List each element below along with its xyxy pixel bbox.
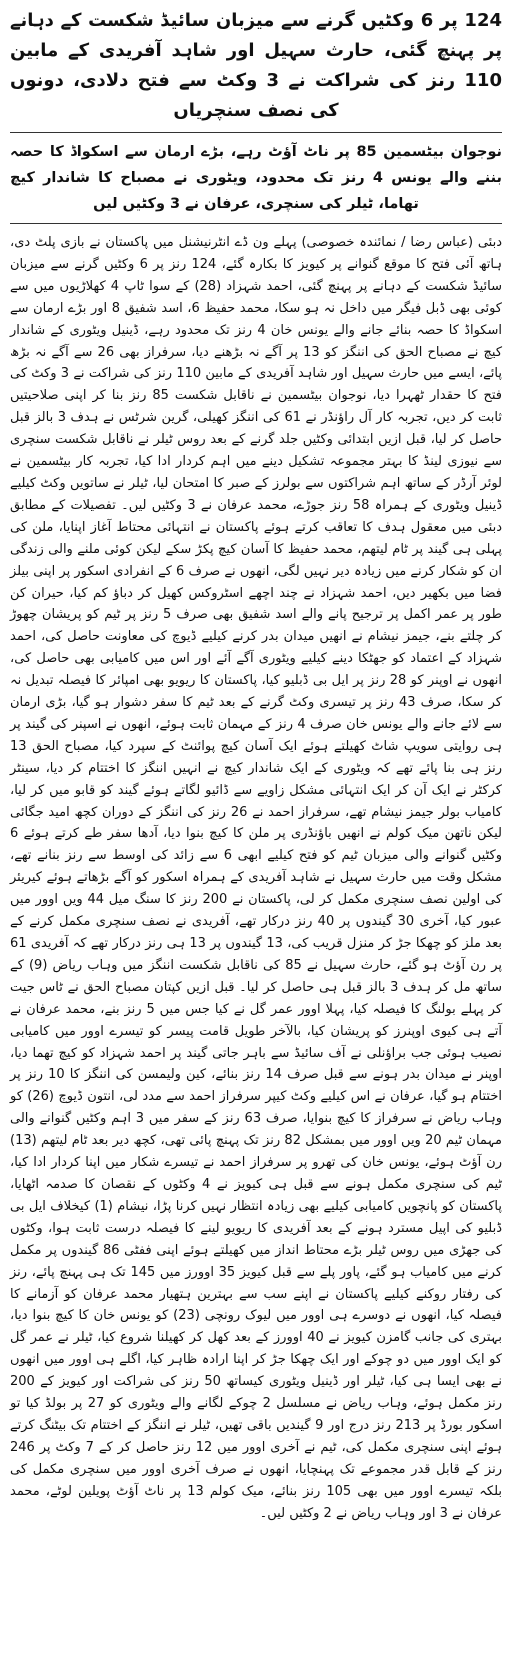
subheadline-divider	[10, 223, 502, 224]
article-subheadline: نوجوان بیٹسمین 85 پر ناٹ آؤٹ رہے، بڑے ارمان سے اسکواڈ کا حصہ بننے والے یونس 4 رنز تک محدود، ویٹوری نے مصباح کا شاندار کیچ تھاما، ٹیلر کی سنچری، عرفان نے 3 وکٹیں لیں	[10, 144, 502, 212]
newspaper-article	[10, 0, 502, 1524]
article-body: دبئی (عباس رضا / نمائندہ خصوصی) پہلے ون ڈے انٹرنیشنل میں پاکستان نے بازی پلٹ دی، ہاتھ آئی فتح کا موقع گنوانے پر کیویز کا بکارہ گئے، 124 رنز پر 6 وکٹیں گرنے سے میزبان سائیڈ شکست کے دہانے پر پہنچ گئی، احمد شہزاد (28) کے سوا ٹاپ 4 کھلاڑیوں میں سے کوئی بھی ڈبل فیگر میں داخل نہ ہو سکا، محمد حفیظ 6، اسد شفیق 8 اور بڑے ارمان سے اسکواڈ کا حصہ بنائے جانے والے یونس خان 4 رنز تک محدود رہے، ڈینیل ویٹوری کے شاندار کیچ نے مصباح الحق کی اننگز کو 13 پر آگے نہ بڑھنے دیا، سرفراز بھی 26 سے آگے نہ بڑھ پائے، ایسے میں حارث سہیل اور شاہد آفریدی کے مابین 110 رنز کی شراکت نے 3 وکٹ کی فتح کا حقدار ٹھہرا دیا، نوجوان بیٹسمین نے ناقابل شکست 85 رنز بنا کر اپنی صلاحیتیں ثابت کر دیں، تجربہ کار آل راؤنڈر نے 61 کی اننگز کھیلی، گرین شرٹس نے ہدف 3 بالز قبل حاصل کر لیا، قبل ازیں ابتدائی وکٹیں جلد گرنے کے بعد روس ٹیلر نے ناقابل شکست سنچری سے نیوزی لینڈ کا بہتر مجموعہ تشکیل دینے میں اہم کردار ادا کیا، تجربہ کار بیٹسمین نے لوئر آرڈر کے ساتھ اہم شراکتوں سے بولرز کے صبر کا امتحان لیا، ٹیلر نے ساتویں وکٹ کیلیے ڈینیل ویٹوری کے ہمراہ 58 رنز جوڑے، محمد عرفان نے 3 وکٹیں لیں۔ تفصیلات کے مطابق دبئی میں معقول ہدف کا تعاقب کرتے ہوئے پاکستان نے انتہائی محتاط آغاز اپنایا، ملن کی پہلی ہی گیند پر ٹام لیتھم، محمد حفیظ کا آسان کیچ پکڑ سکے لیکن کوئی ملنے والی زندگی ان کو شکار کرنے میں زیادہ دیر نہیں لگی، انھوں نے صرف 6 کے انفرادی اسکور پر اپنی بیلز فضا میں بکھیر دیں، احمد شہزاد نے چند اچھے اسٹروکس کھیل کر دباؤ کم کیا، حیران کن طور پر عمر اکمل پر ترجیح پانے والے اسد شفیق بھی صرف 5 رنز پر ٹیم کو پریشان چھوڑ کر چلتے بنے، جیمز نیشام نے انھیں میدان بدر کرنے کیلیے ڈیوچ کی معاونت حاصل کی، احمد شہزاد کے اعتماد کو جھٹکا دینے کیلیے ویٹوری آگے آئے اور اس میں کامیابی بھی حاصل کی، انھوں نے اوپنر کو 28 رنز پر ایل بی ڈبلیو کیا، پاکستان کا ریویو بھی امپائر کا فیصلہ تبدیل نہ کر سکا، صرف 43 رنز پر تیسری وکٹ گرنے کے بعد ٹیم کا سفر دشوار ہو گیا، بڑی ارمان سے لائے جانے والے یونس خان صرف 4 رنز کے مہمان ثابت ہوئے، انھوں نے اسپنر کی گیند پر ہی روایتی سویپ شاٹ کھیلتے ہوئے ایک آسان کیچ پوائنٹ کے سپرد کیا، مصباح الحق 13 رنز ہی بنا پائے تھے کہ ویٹوری کے ایک شاندار کیچ نے انہیں اننگز کا اختتام کر دیا، سینٹر کرکٹر نے ایک آن کر ایک انتہائی مشکل زاویے سے ڈائیو لگاتے ہوئے گیند کو قابو میں کر لیا، کامیاب بولر جیمز نیشام تھے، سرفراز احمد نے 26 رنز کی اننگز کے دوران کچھ امید جگائی لیکن ناتھن میک کولم نے انھیں باؤنڈری پر ملن کا کیچ بنوا دیا، آدھا سفر طے کرتے ہوئے 6 وکٹیں گنوانے والی میزبان ٹیم کو فتح کیلیے ابھی 6 سے زائد کی اوسط سے رنز بنانے تھے، مشکل وقت میں حارث سہیل نے شاہد آفریدی کے ہمراہ اسکور کو آگے بڑھاتے ہوئے کیریئر کی اولین نصف سنچری مکمل کر لی، پاکستان نے 200 رنز کا سنگ میل 44 ویں اوور میں عبور کیا، آخری 30 گیندوں پر 40 رنز درکار تھے، آفریدی نے نصف سنچری مکمل کرنے کے بعد ملز کو چھکا جڑ کر منزل قریب کی، 13 گیندوں پر 13 ہی رنز درکار تھے کہ آفریدی 61 پر رن آؤٹ ہو گئے، حارث سہیل نے 85 کی ناقابل شکست اننگز میں وہاب ریاض (9) کے ساتھ مل کر ہدف 3 بالز قبل ہی حاصل کر لیا۔ قبل ازیں کپتان مصباح الحق نے ٹاس جیت کر پہلے بولنگ کا فیصلہ کیا، پہلا اوور عمر گل نے کیا جس میں 5 رنز بنے، محمد عرفان نے آتے ہی کیوی اوپنرز کو پریشان کیا، بالآخر طویل قامت پیسر کو تیسرے اوور میں کامیابی نصیب ہوئی جب براؤنلی نے آف سائیڈ سے باہر جاتی گیند پر احمد شہزاد کو کیچ تھما دیا، اوپنر نے میدان بدر ہونے سے قبل صرف 14 رنز بنائے، کین ولیمسن کی اننگز کا 10 رنز پر اختتام ہو گیا، عرفان نے اس کیلیے وکٹ کیپر سرفراز احمد سے مدد لی، انتون ڈیوچ (26) کو وہاب ریاض نے سرفراز کا کیچ بنوایا، صرف 63 رنز کے سفر میں 3 اہم وکٹیں گنوانے والی مہمان ٹیم 20 ویں اوور میں بمشکل 82 رنز تک پہنچ پائی تھی، کچھ دیر بعد ٹام لیتھم (13) رن آؤٹ ہوئے، یونس خان کی تھرو پر سرفراز احمد نے تیسرے شکار میں اپنا کردار ادا کیا، ٹیم کی سنچری مکمل ہونے سے قبل ہی کیویز نے 4 وکٹوں کے نقصان کا صدمہ اٹھایا، پاکستان کو پانچویں کامیابی کیلیے بھی زیادہ انتظار نہیں کرنا پڑا، نیشام (1) کیخلاف ایل بی ڈبلیو کی اپیل مسترد ہونے کے بعد آفریدی کا ریویو لینے کا فیصلہ درست ثابت ہوا، وکٹوں کی جھڑی میں روس ٹیلر بڑے محتاط انداز میں کھیلتے ہوئے اپنی ففٹی 86 گیندوں پر مکمل کرنے میں کامیاب ہو گئے، پاور پلے سے قبل کیویز 35 اوورز میں 145 تک ہی پہنچ پائے، رنز کی رفتار روکنے کیلیے پاکستان نے اپنے سب سے بہترین ہتھیار محمد عرفان کو آزمانے کا فیصلہ کیا، انھوں نے دوسرے ہی اوور میں لیوک رونچی (23) کو یونس خان کا کیچ بنوا دیا، بہتری کی جانب گامزن کیویز نے 40 اوورز کے بعد کھل کر کھیلنا شروع کیا، ٹیلر نے عمر گل کو ایک اوور میں دو چوکے اور ایک چھکا جڑ کر اپنا ارادہ ظاہر کیا، اگلے ہی اوور میں انھوں نے بھی ایسا ہی کیا، ٹیلر اور ڈینیل ویٹوری کیساتھ 50 رنز کی شراکت اور کیویز کے 200 رنز مکمل ہوئے، وہاب ریاض نے مسلسل 2 چوکے لگانے والے ویٹوری کو 27 پر بولڈ کیا تو اسکور بورڈ پر 213 رنز درج اور 9 گیندیں باقی تھیں، ٹیلر نے اننگز کے اختتام تک بیٹنگ کرتے ہوئے اپنی سنچری مکمل کی، ٹیم نے آخری اوور میں 12 رنز حاصل کر کے 7 وکٹ پر 246 رنز کے قابل قدر مجموعے تک پہنچایا، انھوں نے صرف آخری اوور میں سنچری مکمل کی بلکہ تیسرے اوور میں بھی 105 رنز بنائے، میک کولم 13 پر ناٹ آؤٹ پویلین لوٹے، محمد عرفان نے 3 اور وہاب ریاض نے 2 وکٹیں لیں۔	[10, 235, 503, 1521]
headline-divider	[10, 132, 502, 133]
article-headline: 124 پر 6 وکٹیں گرنے سے میزبان سائیڈ شکست کے دہانے پر پہنچ گئی، حارث سہیل اور شاہد آفریدی کے مابین 110 رنز کی شراکت نے 3 وکٹ سے فتح دلادی، دونوں کی نصف سنچریاں	[10, 10, 502, 121]
